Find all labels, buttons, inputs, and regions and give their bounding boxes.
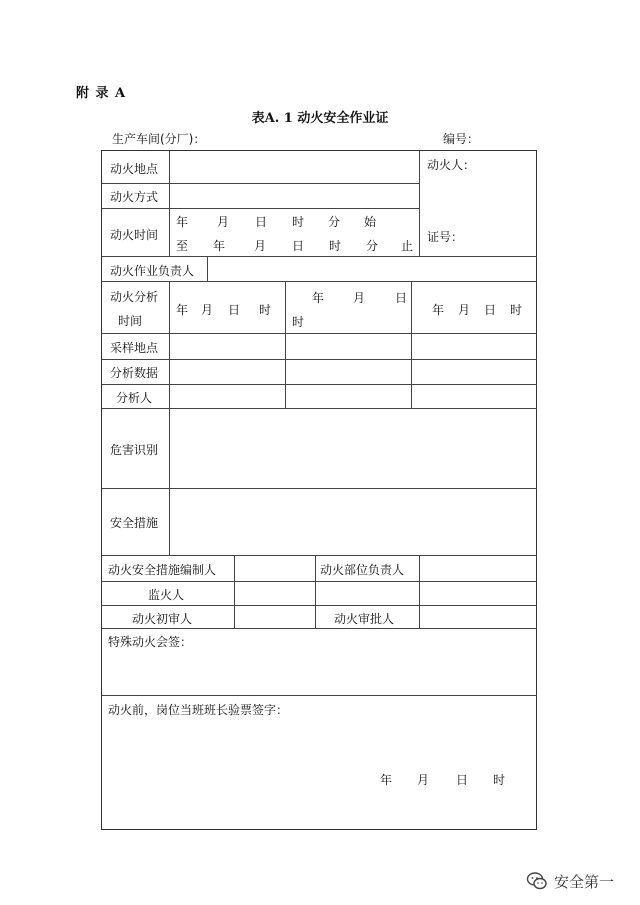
- initial-reviewer-label: 动火初审人: [132, 612, 193, 626]
- number-label: 编号：: [443, 132, 480, 146]
- analysis2-day: 日: [395, 291, 408, 305]
- appendix-label: 附 录 A: [76, 86, 127, 101]
- analysis-time-label-2: 时间: [118, 314, 143, 328]
- analysis3-year: 年: [432, 303, 445, 317]
- start-month: 月: [217, 215, 230, 229]
- start-day: 日: [255, 215, 268, 229]
- analysis2-hour: 时: [292, 315, 305, 329]
- sampling-location-label: 采样地点: [110, 341, 159, 355]
- area-manager-label: 动火部位负责人: [320, 563, 405, 577]
- workshop-label: 生产车间(分厂)：: [112, 132, 206, 146]
- fire-method-label: 动火方式: [110, 190, 159, 204]
- fire-watcher-label: 监火人: [148, 588, 185, 602]
- final-day: 日: [456, 773, 469, 787]
- analysis1-month: 月: [201, 303, 214, 317]
- shift-leader-sign-label: 动火前，岗位当班班长验票签字：: [108, 703, 289, 717]
- approver-label: 动火审批人: [334, 612, 395, 626]
- final-month: 月: [417, 773, 430, 787]
- measures-author-label: 动火安全措施编制人: [108, 563, 217, 577]
- analysis2-month: 月: [353, 291, 366, 305]
- final-hour: 时: [493, 773, 506, 787]
- final-year: 年: [380, 773, 393, 787]
- end-prefix: 至: [176, 239, 189, 253]
- end-day: 日: [292, 239, 305, 253]
- watermark-text: 安全第一: [554, 872, 615, 891]
- analysis1-year: 年: [176, 303, 189, 317]
- start-word: 始: [364, 215, 377, 229]
- safety-measures-label: 安全措施: [110, 516, 159, 530]
- special-countersign-label: 特殊动火会签：: [108, 635, 193, 649]
- wechat-icon: [526, 870, 548, 892]
- analysis3-day: 日: [484, 303, 497, 317]
- analysis3-hour: 时: [510, 303, 523, 317]
- end-year: 年: [213, 239, 226, 253]
- permit-form: [101, 150, 537, 830]
- start-year: 年: [176, 215, 189, 229]
- watermark: [526, 870, 614, 892]
- start-hour: 时: [292, 215, 305, 229]
- analysis2-year: 年: [312, 291, 325, 305]
- end-minute: 分: [366, 239, 379, 253]
- analysis1-day: 日: [228, 303, 241, 317]
- end-hour: 时: [329, 239, 342, 253]
- end-month: 月: [254, 239, 267, 253]
- analysis-time-label-1: 动火分析: [110, 290, 159, 304]
- end-word: 止: [401, 239, 414, 253]
- analysis3-month: 月: [458, 303, 471, 317]
- operation-leader-label: 动火作业负责人: [110, 264, 195, 278]
- analysis1-hour: 时: [259, 303, 272, 317]
- hazard-identification-label: 危害识别: [110, 443, 159, 457]
- page-title: 表A. 1 动火安全作业证: [251, 111, 389, 126]
- cert-number-label: 证号：: [427, 230, 464, 244]
- analyst-label: 分析人: [116, 391, 153, 405]
- fire-operator-label: 动火人：: [427, 158, 476, 172]
- start-minute: 分: [328, 215, 341, 229]
- analysis-data-label: 分析数据: [110, 366, 159, 380]
- fire-time-label: 动火时间: [110, 228, 159, 242]
- fire-location-label: 动火地点: [110, 162, 159, 176]
